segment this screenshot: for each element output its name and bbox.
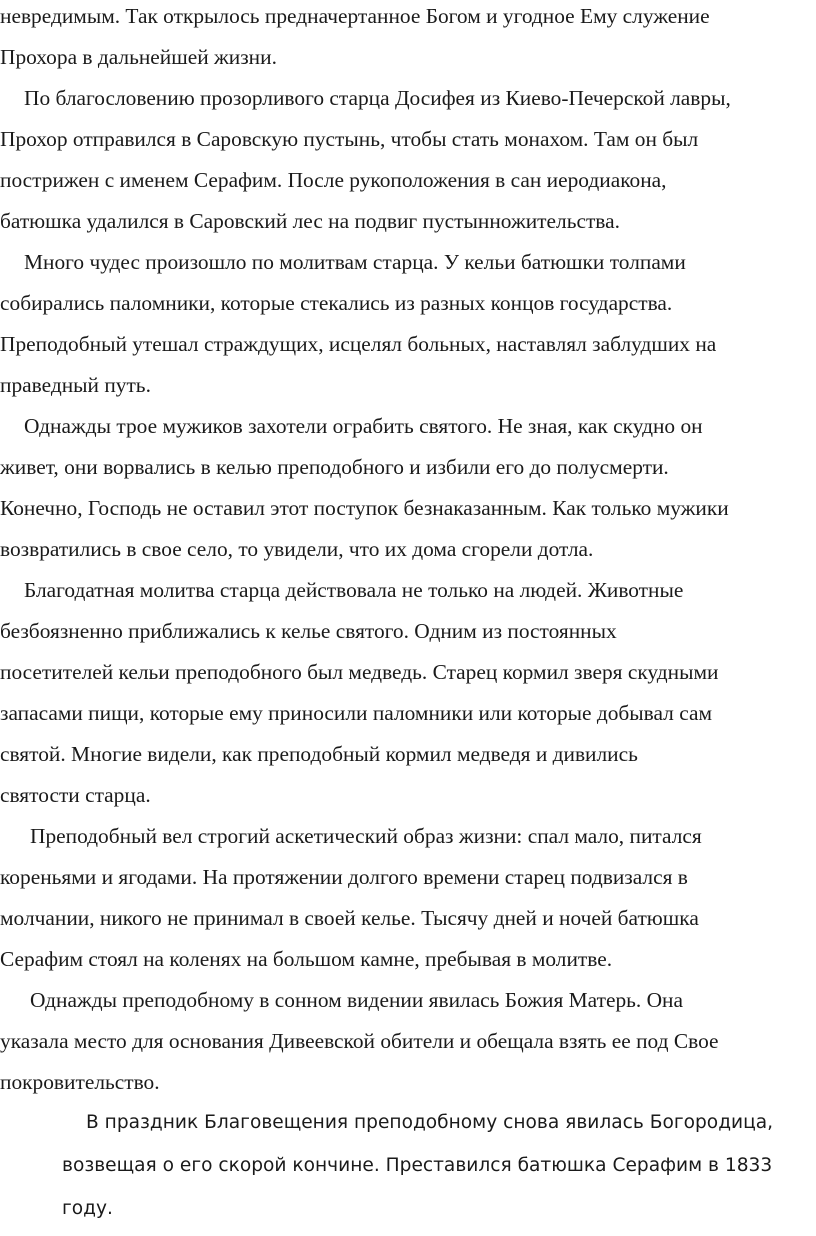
text-line: молчании, никого не принимал в своей келье. Тысячу дней и ночей батюшка bbox=[0, 906, 699, 930]
text-line: батюшка удалился в Саровский лес на подвиг пустынножительства. bbox=[0, 209, 620, 233]
text-line: возвратились в свое село, то увидели, что их дома сгорели дотла. bbox=[0, 537, 594, 561]
text-line: году. bbox=[62, 1198, 113, 1219]
text-line: возвещая о его скорой кончине. Преставился батюшка Серафим в 1833 bbox=[62, 1155, 773, 1176]
text-line: Однажды преподобному в сонном видении явилась Божия Матерь. Она bbox=[30, 988, 683, 1012]
text-line: безбоязненно приближались к келье святого. Одним из постоянных bbox=[0, 619, 617, 643]
text-line: Конечно, Господь не оставил этот поступок безнаказанным. Как только мужики bbox=[0, 496, 729, 520]
text-line: Прохора в дальнейшей жизни. bbox=[0, 45, 277, 69]
text-line: святой. Многие видели, как преподобный кормил медведя и дивились bbox=[0, 742, 638, 766]
text-line: указала место для основания Дивеевской обители и обещала взять ее под Свое bbox=[0, 1029, 719, 1053]
text-line: В праздник Благовещения преподобному снова явилась Богородица, bbox=[86, 1112, 774, 1133]
text-line: Однажды трое мужиков захотели ограбить святого. Не зная, как скудно он bbox=[24, 414, 703, 438]
text-line: Много чудес произошло по молитвам старца. У кельи батюшки толпами bbox=[24, 250, 686, 274]
text-line: невредимым. Так открылось предначертанное Богом и угодное Ему служение bbox=[0, 4, 710, 28]
text-line: По благословению прозорливого старца Досифея из Киево-Печерской лавры, bbox=[24, 86, 731, 110]
text-line: праведный путь. bbox=[0, 373, 151, 397]
text-line: кореньями и ягодами. На протяжении долгого времени старец подвизался в bbox=[0, 865, 688, 889]
text-line: Преподобный утешал страждущих, исцелял больных, наставлял заблудших на bbox=[0, 332, 717, 356]
text-line: покровительство. bbox=[0, 1070, 160, 1094]
text-line: святости старца. bbox=[0, 783, 151, 807]
text-line: собирались паломники, которые стекались из разных концов государства. bbox=[0, 291, 673, 315]
text-line: живет, они ворвались в келью преподобного и избили его до полусмерти. bbox=[0, 455, 669, 479]
text-line: запасами пищи, которые ему приносили паломники или которые добывал сам bbox=[0, 701, 712, 725]
text-line: Серафим стоял на коленях на большом камне, пребывая в молитве. bbox=[0, 947, 613, 971]
text-line: Благодатная молитва старца действовала не только на людей. Животные bbox=[24, 578, 684, 602]
text-line: Преподобный вел строгий аскетический образ жизни: спал мало, питался bbox=[30, 824, 702, 848]
text-line: Прохор отправился в Саровскую пустынь, чтобы стать монахом. Там он был bbox=[0, 127, 699, 151]
text-line: пострижен с именем Серафим. После рукоположения в сан иеродиакона, bbox=[0, 168, 667, 192]
text-line: посетителей кельи преподобного был медведь. Старец кормил зверя скудными bbox=[0, 660, 719, 684]
